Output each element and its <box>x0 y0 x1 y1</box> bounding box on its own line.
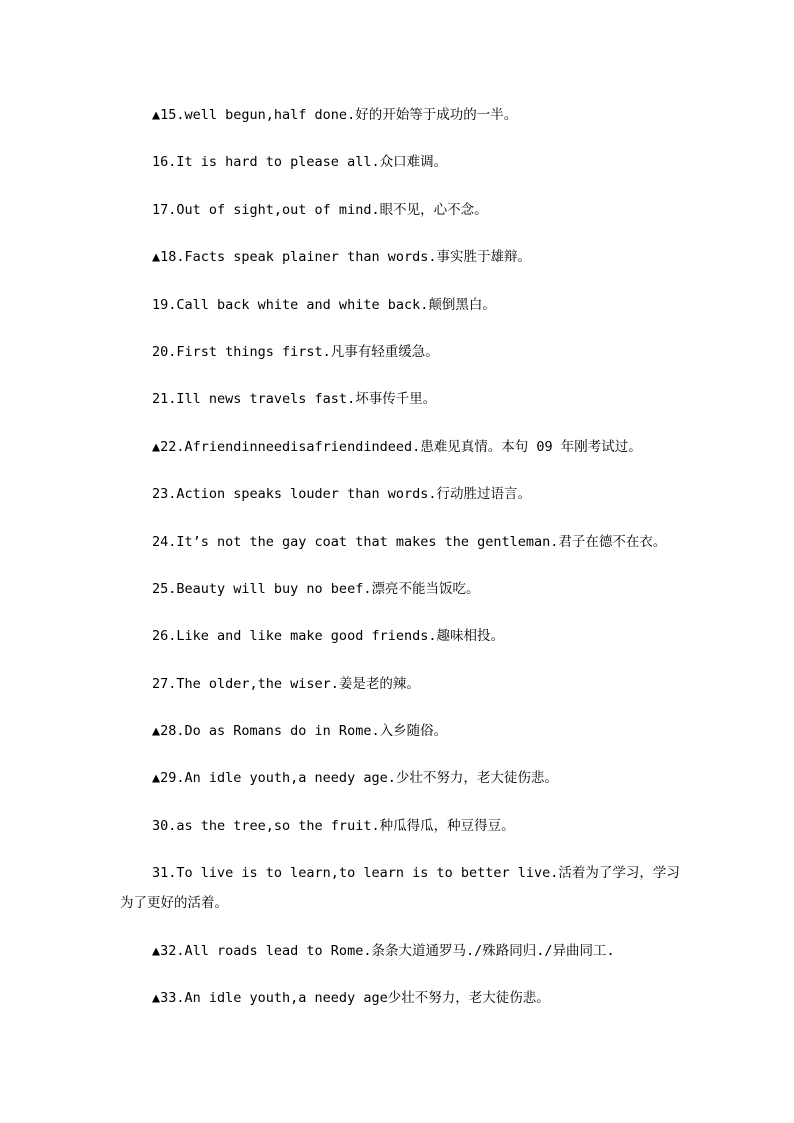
proverb-list <box>120 100 690 1030</box>
proverb-item-22: ▲22.Afriendinneedisafriendindeed.患难见真情。本句 09 年刚考试过。 <box>152 438 642 455</box>
proverb-item-33: ▲33.An idle youth,a needy age少壮不努力，老大徒伤悲。 <box>152 990 550 1007</box>
proverb-item-31: 31.To live is to learn,to learn is to better live.活着为了学习，学习为了更好的活着。 <box>120 865 680 912</box>
proverb-item-17: 17.Out of sight,out of mind.眼不见，心不念。 <box>152 201 488 218</box>
proverb-item-25: 25.Beauty will buy no beef.漂亮不能当饭吃。 <box>152 580 480 597</box>
proverb-item-16: 16.It is hard to please all.众口难调。 <box>152 154 448 171</box>
proverb-item-24: 24.It’s not the gay coat that makes the gentleman.君子在德不在衣。 <box>152 533 667 550</box>
proverb-item-30: 30.as the tree,so the fruit.种瓜得瓜，种豆得豆。 <box>152 817 515 834</box>
proverb-item-18: ▲18.Facts speak plainer than words.事实胜于雄辩。 <box>152 249 531 266</box>
proverb-item-19: 19.Call back white and white back.颠倒黑白。 <box>152 296 496 313</box>
proverb-item-29: ▲29.An idle youth,a needy age.少壮不努力，老大徒伤悲。 <box>152 770 558 787</box>
proverb-item-20: 20.First things first.凡事有轻重缓急。 <box>152 343 439 360</box>
proverb-item-26: 26.Like and like make good friends.趣味相投。 <box>152 628 504 645</box>
proverb-item-32: ▲32.All roads lead to Rome.条条大道通罗马./殊路同归./异曲同工. <box>152 942 615 959</box>
proverb-item-28: ▲28.Do as Romans do in Rome.入乡随俗。 <box>152 723 448 740</box>
proverb-item-27: 27.The older,the wiser.姜是老的辣。 <box>152 675 420 692</box>
proverb-item-15: ▲15.well begun,half done.好的开始等于成功的一半。 <box>152 107 518 123</box>
proverb-item-23: 23.Action speaks louder than words.行动胜过语言。 <box>152 486 531 503</box>
proverb-item-21: 21.Ill news travels fast.坏事传千里。 <box>152 391 437 408</box>
